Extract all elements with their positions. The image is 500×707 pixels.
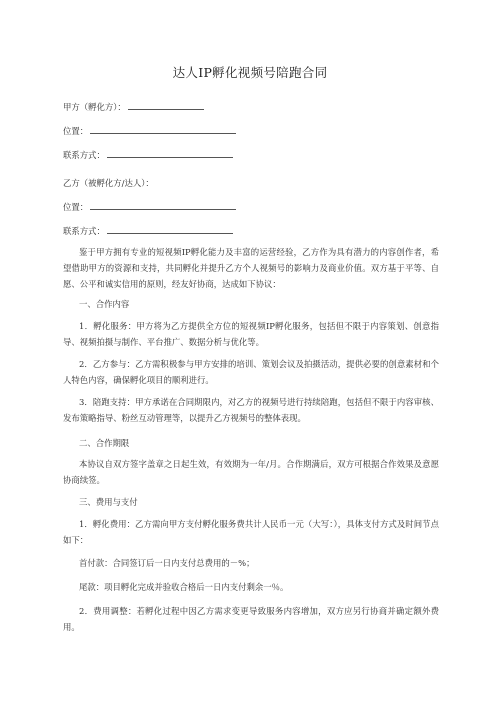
party-a-field bbox=[63, 100, 204, 113]
party-b-position-field bbox=[63, 200, 236, 213]
party-b-contact-blank bbox=[107, 224, 233, 234]
party-b-contact-label: 联系方式： bbox=[63, 226, 105, 236]
section-paragraph: 2．费用调整：若孵化过程中因乙方需求变更导致服务内容增加，双方应另行协商并确定额外费用。 bbox=[63, 606, 439, 632]
section-paragraph: 1．孵化费用：乙方需向甲方支付孵化服务费共计人民币一元（大写：），具体支付方式及时间节点如下： bbox=[63, 519, 439, 545]
party-a-label: 甲方（孵化方）： bbox=[63, 102, 126, 112]
section-paragraph: 2．乙方参与：乙方需积极参与甲方安排的培训、策划会议及拍摄活动，提供必要的创意素材和个人特色内容，确保孵化项目的顺利进行。 bbox=[63, 359, 439, 385]
party-b-position-label: 位置： bbox=[63, 202, 89, 212]
section-paragraph: 尾款：项目孵化完成并验收合格后一日内支付剩余一％。 bbox=[79, 582, 289, 592]
section-paragraph: 首付款：合同签订后一日内支付总费用的－%； bbox=[79, 558, 255, 568]
section-paragraph: 1．孵化服务：甲方将为乙方提供全方位的短视频IP孵化服务，包括但不限于内容策划、创意指导、视频拍摄与制作、平台推广、数据分析与优化等。 bbox=[63, 321, 439, 347]
party-a-position-blank bbox=[90, 124, 236, 134]
party-b-label: 乙方（被孵化方/达人）： bbox=[63, 178, 154, 188]
party-a-position-field bbox=[63, 124, 236, 137]
section-paragraph: 本协议自双方签字盖章之日起生效，有效期为一年/月。合作期满后，双方可根据合作效果及意愿协商续签。 bbox=[63, 459, 439, 485]
party-a-contact-field bbox=[63, 148, 233, 161]
document-title: 达人IP孵化视频号陪跑合同 bbox=[172, 65, 328, 80]
party-b-contact-field bbox=[63, 224, 233, 237]
section-heading: 三、费用与支付 bbox=[79, 497, 138, 507]
party-a-contact-label: 联系方式： bbox=[63, 150, 105, 160]
party-a-blank bbox=[128, 100, 204, 110]
preamble-paragraph: 鉴于甲方拥有专业的短视频IP孵化能力及丰富的运营经验，乙方作为具有潜力的内容创作者，希望借助甲方的资源和支持，共同孵化并提升乙方个人视频号的影响力及商业价值。双方基于平等、自愿、公平和诚实信用的原则，经友好协商，达成如下协议： bbox=[63, 247, 439, 289]
party-a-contact-blank bbox=[107, 148, 233, 158]
party-b-position-blank bbox=[90, 200, 236, 210]
section-heading: 一、合作内容 bbox=[79, 299, 130, 309]
section-heading: 二、合作期限 bbox=[79, 438, 130, 448]
party-a-position-label: 位置： bbox=[63, 126, 89, 136]
section-paragraph: 3．陪跑支持：甲方承诺在合同期限内，对乙方的视频号进行持续陪跑，包括但不限于内容审核、发布策略指导、粉丝互动管理等，以提升乙方视频号的整体表现。 bbox=[63, 397, 439, 423]
